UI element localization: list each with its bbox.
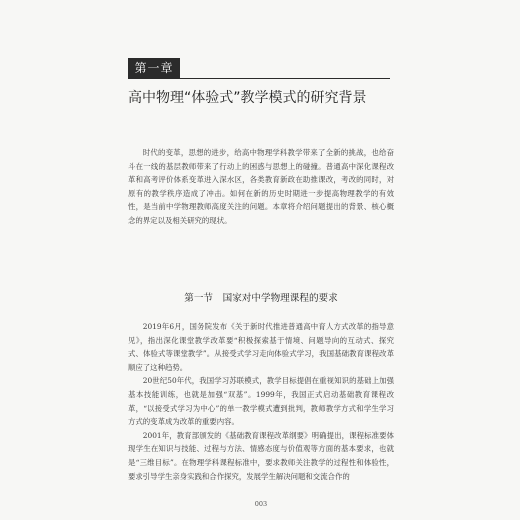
body-paragraph-3: 2001年，教育部颁发的《基础教育课程改革纲要》明确提出，课程标准要体现学生在知识与技能、过程与方法、情感态度与价值观等方面的基本要求，也就是“三维目标”。在物理学科课程标准中，要求教师关注教学的过程性和体验性，要求引导学生亲身实践和合作探究，发展学生解决问题和交流合作的 <box>128 430 394 481</box>
chapter-title: 高中物理“体验式”教学模式的研究背景 <box>128 90 367 106</box>
section-title: 第一节 国家对中学物理课程的要求 <box>184 293 338 304</box>
section-body <box>128 320 394 483</box>
body-paragraph-2: 20世纪50年代，我国学习苏联模式，教学目标提倡在重视知识的基础上加强基本技能训练，也就是加强“双基”。1999年，我国正式启动基础教育课程改革，“以接受式学习为中心”的单一教学模式遭到批判，教师教学方式和学生学习方式的变革成为改革的重要内容。 <box>128 376 394 427</box>
body-paragraph-1: 2019年6月，国务院发布《关于新时代推进普通高中育人方式改革的指导意见》，指出深化课堂教学改革要“积极探索基于情境、问题导向的互动式、探究式、体验式等课堂教学”。从接受式学习走向体验式学习，我国基础教育课程改革顺应了这种趋势。 <box>128 322 394 372</box>
intro-paragraph: 时代的变革，思想的进步，给高中物理学科教学带来了全新的挑战，也给奋斗在一线的基层教师带来了行动上的困惑与思想上的碰撞。普通高中深化课程改革和高考评价体系变革进入深水区，各类教育新政在助推课改，考改的同时，对原有的教学秩序造成了冲击。如何在新的历史时期进一步提高物理教学的有效性，是当前中学物理教师高度关注的问题。本章将介绍问题提出的背景、核心概念的界定以及相关研究的现状。 <box>128 148 394 225</box>
chapter-rule <box>128 78 390 79</box>
page-number: 003 <box>254 500 268 508</box>
chapter-label: 第一章 <box>128 58 180 78</box>
